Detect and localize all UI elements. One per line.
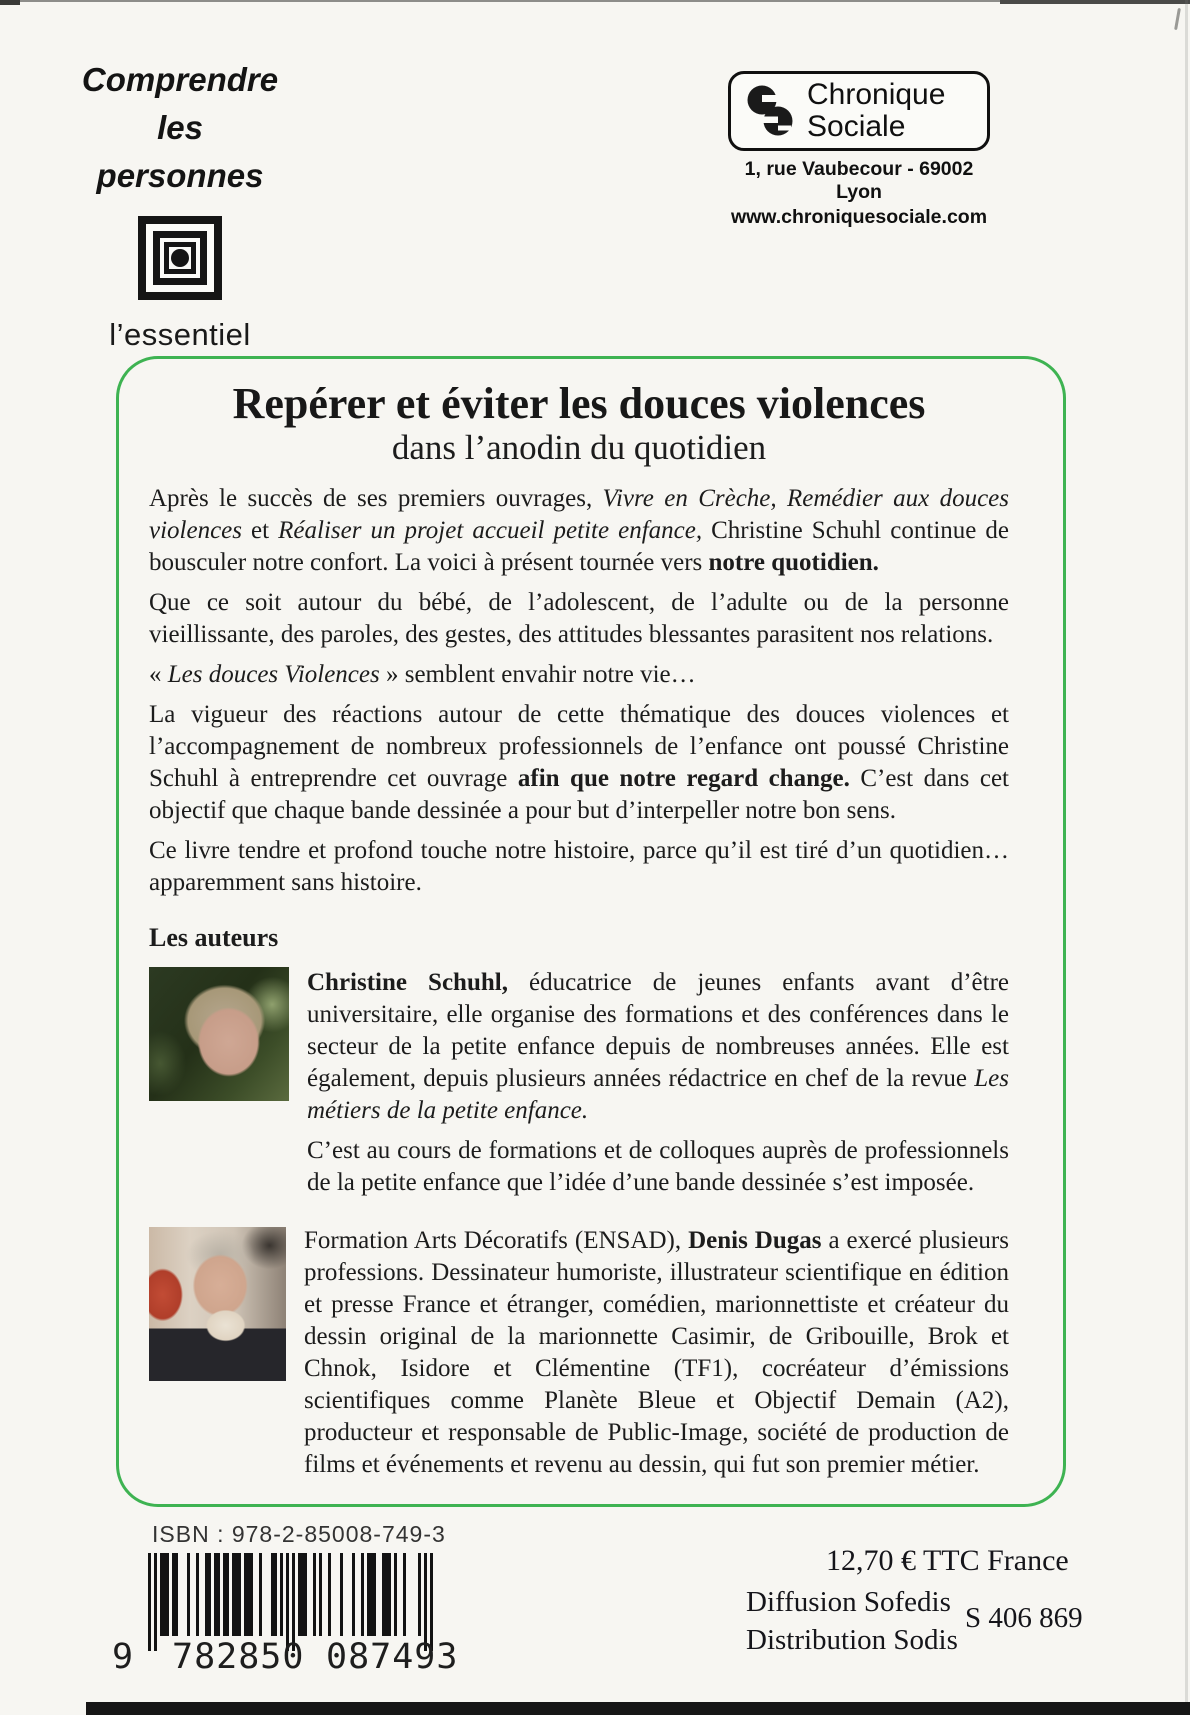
publisher-name-line1: Chronique — [807, 78, 946, 112]
synopsis-paragraph: « Les douces Violences » semblent envahir notre vie… — [149, 660, 696, 688]
scan-corner-mark — [0, 0, 20, 5]
logo-inner-square — [153, 231, 207, 285]
back-cover-text-frame — [116, 356, 1066, 1507]
publisher-address: 1, rue Vaubecour - 69002 Lyon — [744, 158, 974, 203]
author-bio — [307, 967, 1009, 1207]
publisher-name-line2: Sociale — [807, 110, 906, 143]
publisher-name — [807, 79, 945, 143]
publisher-website: www.chroniquesociale.com — [730, 206, 988, 228]
price-label: 12,70 € TTC France — [826, 1544, 1069, 1577]
distribution-label: Distribution Sodis — [746, 1624, 958, 1656]
author-bio — [304, 1225, 1009, 1489]
collection-block — [76, 56, 284, 357]
synopsis-paragraph: Ce livre tendre et profond touche notre histoire, parce qu’il est tiré d’un quotidien… apparemment sans histoire. — [149, 836, 1009, 896]
scan-edge-bottom — [86, 1702, 1190, 1715]
publisher-logo-box — [728, 71, 990, 151]
synopsis-paragraph: La vigueur des réactions autour de cette thématique des douces violences et l’accompagnement de nombreux professionnels de l’enfance ont poussé Christine Schuhl à entreprendre cet ouvrage afin que notre regard change. C’est dans cet objectif que chaque bande dessinée a pour but d’interpeller notre bon sens. — [149, 700, 1010, 824]
book-subtitle: dans l’anodin du quotidien — [391, 428, 767, 468]
barcode-digit-group: 087493 — [326, 1637, 459, 1677]
publisher-block — [728, 71, 990, 229]
author-block-denis-dugas — [149, 1225, 1009, 1489]
barcode-digit-group: 782850 — [172, 1637, 305, 1677]
concentric-squares-logo-icon — [138, 216, 222, 300]
barcode-digit-group: 9 — [112, 1637, 135, 1677]
series-name: l’essentiel — [109, 316, 251, 352]
chronique-sociale-cs-icon — [741, 82, 799, 140]
synopsis-paragraph: Que ce soit autour du bébé, de l’adolescent, de l’adulte ou de la personne vieillissante, des paroles, des gestes, des attitudes blessantes parasitent nos relations. — [149, 588, 1009, 648]
book-title: Repérer et éviter les douces violences — [232, 379, 926, 428]
photo-christine-schuhl — [149, 967, 289, 1101]
logo-innermost-square — [164, 242, 196, 274]
authors-heading: Les auteurs — [149, 922, 279, 952]
author-bio-paragraph: C’est au cours de formations et de colloques auprès de professionnels de la petite enfance que l’idée d’une bande dessinée s’est imposée. — [307, 1136, 1009, 1196]
diffusion-label: Diffusion Sofedis — [746, 1586, 951, 1618]
author-bio-paragraph: Formation Arts Décoratifs (ENSAD), Denis Dugas a exercé plusieurs professions. Dessinateur humoriste, illustrateur scientifique en édition et presse France et étranger, comédien, marionnettiste et créateur du dessin original de la marionnette Casimir, de Gribouille, Brok et Chnok, Isidore et Clémentine (TF1), cocréateur d’émissions scientifiques comme Planète Bleue et Objectif Demain (A2), producteur et responsable de Public-Image, société de production de films et événements et revenu au dessin, qui fut son premier métier. — [304, 1226, 1009, 1478]
collection-title-line2: les personnes — [96, 108, 264, 194]
collection-title-line1: Comprendre — [81, 61, 279, 98]
author-bio-paragraph: Christine Schuhl, éducatrice de jeunes enfants avant d’être universitaire, elle organise des formations et des conférences dans le secteur de la petite enfance depuis de nombreuses années. Elle est également, depuis plusieurs années rédactrice en chef de la revue Les métiers de la petite enfance. — [307, 968, 1009, 1124]
isbn-label: ISBN : 978-2-85008-749-3 — [152, 1521, 446, 1547]
author-block-christine-schuhl — [149, 967, 1009, 1207]
print-code: S 406 869 — [965, 1602, 1083, 1634]
scan-hook-mark — [1174, 8, 1181, 30]
logo-center-dot — [171, 249, 189, 267]
scan-edge-top-right — [1000, 0, 1190, 4]
photo-denis-dugas — [149, 1227, 286, 1381]
scan-edge-right — [1185, 0, 1188, 1715]
synopsis-paragraph: Après le succès de ses premiers ouvrages, Vivre en Crèche, Remédier aux douces violences et Réaliser un projet accueil petite enfance, Christine Schuhl continue de bousculer notre confort. La voici à présent tournée vers notre quotidien. — [149, 484, 1009, 576]
